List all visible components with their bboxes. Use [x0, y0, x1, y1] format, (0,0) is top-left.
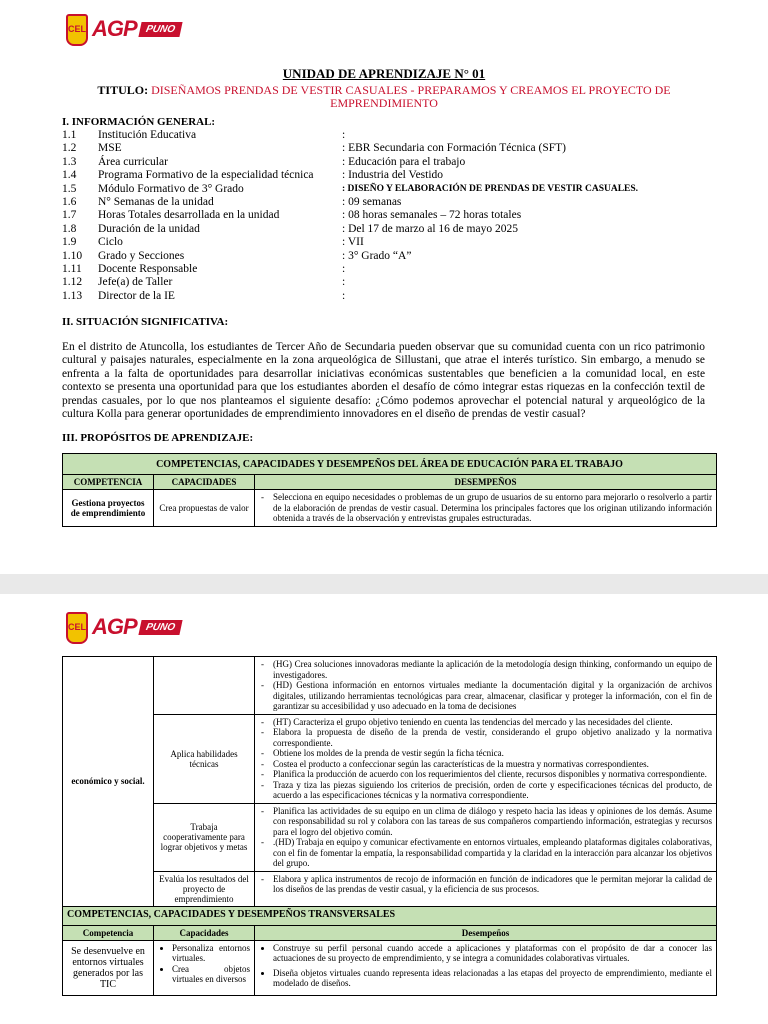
info-value: : DISEÑO Y ELABORACIÓN DE PRENDAS DE VESTIR CASUALES.	[342, 183, 639, 194]
general-info-list	[62, 129, 712, 303]
info-value: : 3° Grado “A”	[342, 249, 412, 262]
t-capacidades-cell	[154, 940, 255, 995]
logo-region-2: PUNO	[138, 620, 182, 635]
info-row	[62, 129, 712, 142]
info-number: 1.4	[62, 169, 77, 182]
info-number: 1.11	[62, 262, 82, 275]
info-number: 1.3	[62, 155, 77, 168]
info-number: 1.13	[62, 289, 83, 302]
info-value: : Industria del Vestido	[342, 169, 444, 182]
document-subtitle	[96, 84, 672, 110]
list-item: - (HD) Gestiona información en entornos virtuales mediante la documentación digital y la organización de archivos digitales, utilizando herramientas tecnológicas para crear, almacenar, clasificar y proteger la información, con el fin de garantizar su accesibilidad y uso adecuado en la toma de decisiones	[273, 680, 712, 712]
t-competencia-cell: Se desenvuelve en entornos virtuales generados por las TIC	[63, 940, 154, 995]
list-item: • Construye su perfil personal cuando accede a aplicaciones y plataformas con el propósito de dar a conocer las actuaciones de su proyecto de emprendimiento, y se integra a comunidades colaborativas virtuales.	[273, 943, 712, 964]
desempeno-item: - Selecciona en equipo necesidades o problemas de un grupo de usuarios de su entorno para mejorarlo o resolverlo a partir de la elaboración de prendas de vestir casual. Determina los principales factores que los originan utilizando información obtenida a través de la observación y entrevistas grupales estructuradas.	[273, 492, 712, 524]
list-item: - Costea el producto a confeccionar según las características de la muestra y normativas correspondientes.	[273, 759, 712, 770]
capacidad-cell-0	[154, 657, 255, 715]
info-number: 1.7	[62, 209, 77, 222]
logo-brand: AGP	[92, 16, 137, 41]
list-item: • Personaliza entornos virtuales.	[172, 943, 250, 964]
agp-puno-logo-2	[66, 612, 186, 644]
info-label: N° Semanas de la unidad	[98, 195, 214, 208]
info-label: Institución Educativa	[98, 129, 197, 141]
info-row	[62, 250, 712, 263]
situation-paragraph: En el distrito de Atuncolla, los estudiantes de Tercer Año de Secundaria pueden observar que su comunidad cuenta con un rico patrimonio cultural y paisajes naturales, especialmente en la zona arqueológica de Sillustani, que atrae el interés turístico. Sin embargo, a menudo se enfrenta a la falta de oportunidades para desarrollar iniciativas económicas sustentables que beneficien a la comunidad local, en este contexto se presenta una oportunidad para que los estudiantes aborden el desafío de cómo integrar estas riquezas en la confección textil de prendas casuales, por lo que nos planteamos el siguiente desafío: ¿Cómo podemos aprovechar el potencial natural y arqueológico de la cultura Kolla para generar oportunidades de emprendimiento innovadores en el diseño de prendas de vestir casual?	[62, 341, 705, 421]
col-desempenos: DESEMPEÑOS	[255, 475, 717, 490]
desempenos-cell-3	[255, 871, 717, 906]
info-value: :	[342, 289, 346, 302]
desempenos-cell-0	[255, 657, 717, 715]
t-col-desempenos: Desempeños	[255, 925, 717, 940]
competencia-cont-cell: económico y social.	[63, 657, 154, 907]
list-item: - (HT) Caracteriza el grupo objetivo teniendo en cuenta las tendencias del mercado y las necesidades del cliente.	[273, 717, 712, 728]
info-row	[62, 169, 712, 182]
info-row	[62, 263, 712, 276]
info-label: Docente Responsable	[98, 262, 198, 275]
info-value: :	[342, 129, 346, 141]
info-value: :	[342, 276, 346, 289]
info-value: : Educación para el trabajo	[342, 155, 466, 168]
info-label: Grado y Secciones	[98, 249, 185, 262]
info-value: : 08 horas semanales – 72 horas totales	[342, 209, 522, 222]
info-label: Director de la IE	[98, 289, 175, 302]
list-item: - Elabora y aplica instrumentos de recojo de información en función de indicadores que le permitan mejorar la calidad de los diseños de las prendas de vestir casual, y la eficiencia de sus procesos.	[273, 874, 712, 895]
capacidad-cell: Crea propuestas de valor	[154, 490, 255, 527]
section-purposes-heading: III. PROPÓSITOS DE APRENDIZAJE:	[62, 432, 254, 444]
info-number: 1.8	[62, 222, 77, 235]
info-value: : Del 17 de marzo al 16 de mayo 2025	[342, 222, 518, 235]
info-label: Ciclo	[98, 236, 123, 249]
info-value: : 09 semanas	[342, 195, 402, 208]
t-col-competencia: Competencia	[63, 925, 154, 940]
capacidad-cell-2: Trabaja cooperativamente para lograr objetivos y metas	[154, 803, 255, 871]
info-row	[62, 142, 712, 155]
info-label: Jefe(a) de Taller	[98, 276, 173, 289]
subtitle-text: DISEÑAMOS PRENDAS DE VESTIR CASUALES - PREPARAMOS Y CREAMOS EL PROYECTO DE EMPRENDIMIENTO	[151, 83, 671, 110]
table-header: COMPETENCIAS, CAPACIDADES Y DESEMPEÑOS DEL ÁREA DE EDUCACIÓN PARA EL TRABAJO	[63, 454, 717, 475]
t-desempenos-cell	[255, 940, 717, 995]
info-value: : EBR Secundaria con Formación Técnica (SFT)	[342, 142, 566, 155]
info-number: 1.2	[62, 142, 77, 155]
info-number: 1.5	[62, 182, 77, 195]
list-item: - (HG) Crea soluciones innovadoras mediante la aplicación de la metodología design thinking, conformando un equipo de investigadores.	[273, 659, 712, 680]
shield-icon: CEL	[66, 612, 88, 644]
agp-puno-logo	[66, 14, 186, 46]
section-info-heading: I. INFORMACIÓN GENERAL:	[62, 116, 216, 128]
shield-icon: CEL	[66, 14, 88, 46]
info-label: Duración de la unidad	[98, 222, 200, 235]
capacidad-cell-3: Evalúa los resultados del proyecto de emprendimiento	[154, 871, 255, 906]
list-item: - Traza y tiza las piezas siguiendo los criterios de precisión, orden de corte y especificaciones técnicas del producto, de acuerdo a las especificaciones técnicas y la normativa correspondiente.	[273, 780, 712, 801]
info-row	[62, 183, 712, 196]
col-capacidades: CAPACIDADES	[154, 475, 255, 490]
info-label: Módulo Formativo de 3° Grado	[98, 182, 244, 195]
capacidad-cell-1: Aplica habilidades técnicas	[154, 714, 255, 803]
list-item: - Elabora la propuesta de diseño de la prenda de vestir, considerando el grupo objetivo analizado y la normativa correspondiente.	[273, 727, 712, 748]
info-row	[62, 276, 712, 289]
document-title: UNIDAD DE APRENDIZAJE N° 01	[282, 66, 486, 81]
section-situation-heading: II. SITUACIÓN SIGNIFICATIVA:	[62, 316, 229, 328]
info-number: 1.10	[62, 249, 83, 262]
info-row	[62, 209, 712, 222]
transversal-header: COMPETENCIAS, CAPACIDADES Y DESEMPEÑOS TRANSVERSALES	[63, 906, 717, 925]
info-number: 1.1	[62, 129, 77, 141]
info-row	[62, 196, 712, 209]
col-competencia: COMPETENCIA	[63, 475, 154, 490]
list-item: - Obtiene los moldes de la prenda de vestir según la ficha técnica.	[273, 748, 712, 759]
list-item: • Crea objetos virtuales en diversos	[172, 964, 250, 985]
info-number: 1.6	[62, 195, 77, 208]
info-number: 1.9	[62, 236, 77, 249]
subtitle-label: TITULO:	[97, 83, 149, 97]
logo-region: PUNO	[138, 22, 182, 37]
info-row	[62, 236, 712, 249]
info-number: 1.12	[62, 276, 83, 289]
info-value: : VII	[342, 236, 364, 249]
logo-brand-2: AGP	[92, 614, 137, 639]
desempeno-cell	[255, 490, 717, 527]
desempenos-cell-2	[255, 803, 717, 871]
competencies-table-continued	[62, 656, 717, 996]
info-label: Horas Totales desarrollada en la unidad	[98, 209, 280, 222]
info-label: Área curricular	[98, 155, 168, 168]
info-row	[62, 223, 712, 236]
list-item: - Planifica las actividades de su equipo en un clima de diálogo y respeto hacia las ideas y opiniones de los demás. Asume con responsabilidad su rol y colabora con las tareas de sus compañeros compartiendo información, estrategias y recursos para el logro del objetivo común.	[273, 806, 712, 838]
list-item: • Diseña objetos virtuales cuando representa ideas relacionadas a las etapas del proyecto de emprendimiento, mediante el modelado de diseños.	[273, 968, 712, 989]
t-col-capacidades: Capacidades	[154, 925, 255, 940]
competencies-table	[62, 453, 717, 527]
info-label: Programa Formativo de la especialidad técnica	[98, 169, 314, 182]
page-2	[0, 594, 768, 1024]
competencia-cell: Gestiona proyectos de emprendimiento	[63, 490, 154, 527]
info-row	[62, 290, 712, 303]
info-row	[62, 156, 712, 169]
desempenos-cell-1	[255, 714, 717, 803]
info-label: MSE	[98, 142, 122, 155]
list-item: - Planifica la producción de acuerdo con los requerimientos del cliente, recursos disponibles y normativa correspondiente.	[273, 769, 712, 780]
info-value: :	[342, 262, 346, 275]
list-item: - .(HD) Trabaja en equipo y comunicar efectivamente en entornos virtuales, empleando plataformas digitales colaborativas, con el fin de fomentar la empatía, la responsabilidad compartida y la claridad en la interacción para alcanzar los objetivos del grupo.	[273, 837, 712, 869]
